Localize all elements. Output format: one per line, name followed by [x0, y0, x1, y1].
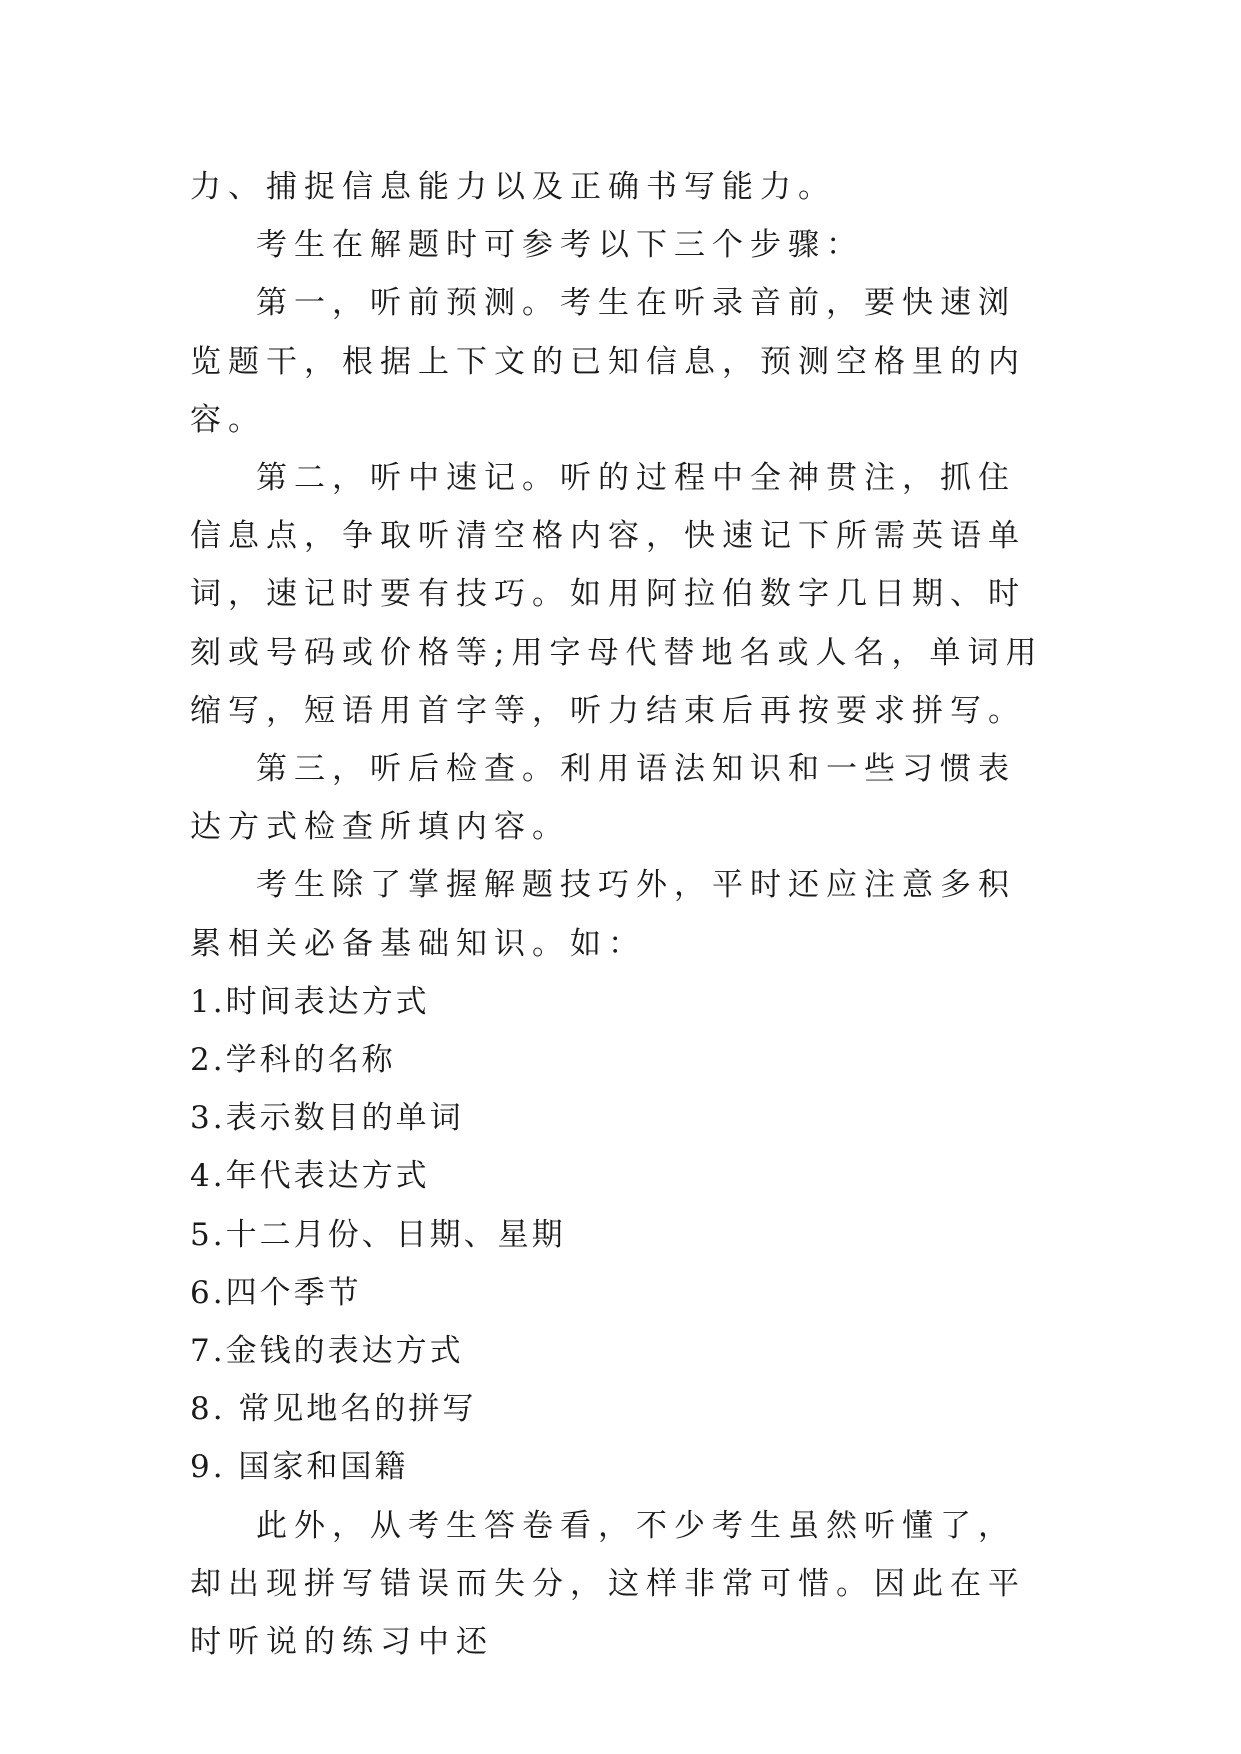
paragraph-knowledge-intro: 考生除了掌握解题技巧外，平时还应注意多积累相关必备基础知识。如： — [190, 867, 1016, 962]
paragraph-steps-intro: 考生在解题时可参考以下三个步骤： — [256, 227, 864, 264]
list-item: 4.年代表达方式 — [190, 1158, 430, 1195]
list-item: 8. 常见地名的拼写 — [190, 1391, 477, 1428]
list-item: 1.时间表达方式 — [190, 983, 430, 1020]
list-item: 6.四个季节 — [190, 1274, 362, 1311]
list-item: 2.学科的名称 — [190, 1042, 396, 1079]
paragraph-step-three: 第三，听后检查。利用语法知识和一些习惯表达方式检查所填内容。 — [190, 751, 1016, 846]
paragraph-closing: 此外，从考生答卷看，不少考生虽然听懂了，却出现拼写错误而失分，这样非常可惜。因此在平时听说的练习中还 — [190, 1507, 1026, 1661]
body-text — [190, 158, 1052, 1671]
paragraph-step-one: 第一，听前预测。考生在听录音前，要快速浏览题干，根据上下文的已知信息，预测空格里的内容。 — [190, 285, 1026, 438]
list-item: 7.金钱的表达方式 — [190, 1333, 464, 1370]
list-item: 9. 国家和国籍 — [190, 1449, 409, 1486]
paragraph-continuation: 力、捕捉信息能力以及正确书写能力。 — [190, 169, 836, 205]
paragraph-step-two: 第二，听中速记。听的过程中全神贯注，抓住信息点，争取听清空格内容，快速记下所需英语单词，速记时要有技巧。如用阿拉伯数字几日期、时刻或号码或价格等;用字母代替地名或人名，单词用缩写，短语用首字等，听力结束后再按要求拼写。 — [190, 460, 1044, 729]
list-item: 3.表示数目的单词 — [190, 1100, 464, 1137]
list-item: 5.十二月份、日期、星期 — [190, 1216, 566, 1253]
